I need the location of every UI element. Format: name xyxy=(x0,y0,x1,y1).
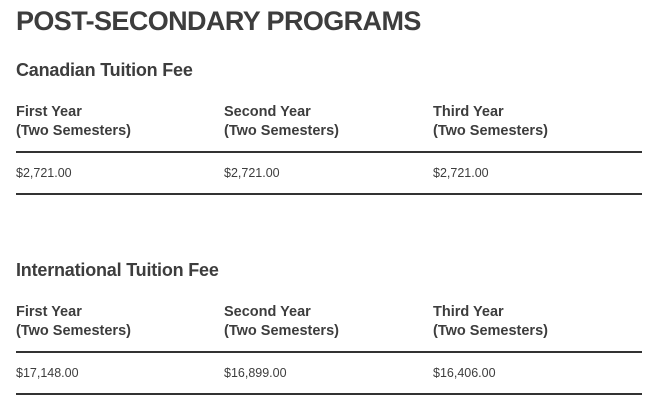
column-header-semesters: (Two Semesters) xyxy=(224,123,339,139)
column-header-second-year xyxy=(224,303,433,352)
table-row xyxy=(16,352,642,394)
international-fee-table xyxy=(16,303,642,395)
fee-value-second-year: $2,721.00 xyxy=(224,152,433,194)
column-header-third-year xyxy=(433,303,642,352)
section-title: International Tuition Fee xyxy=(16,260,219,280)
canadian-fee-table xyxy=(16,103,642,195)
column-header-semesters: (Two Semesters) xyxy=(16,323,131,339)
column-header-year: First Year xyxy=(16,104,82,120)
fee-value-third-year: $16,406.00 xyxy=(433,352,642,394)
column-header-semesters: (Two Semesters) xyxy=(433,323,548,339)
column-header-first-year xyxy=(16,103,224,152)
column-header-year: Second Year xyxy=(224,304,311,320)
column-header-semesters: (Two Semesters) xyxy=(433,123,548,139)
column-header-first-year xyxy=(16,303,224,352)
column-header-second-year xyxy=(224,103,433,152)
fee-value-third-year: $2,721.00 xyxy=(433,152,642,194)
column-header-year: Third Year xyxy=(433,104,504,120)
section-title: Canadian Tuition Fee xyxy=(16,60,193,80)
canadian-tuition-section xyxy=(16,58,642,180)
fee-value-second-year: $16,899.00 xyxy=(224,352,433,394)
column-header-semesters: (Two Semesters) xyxy=(16,123,131,139)
table-header-row xyxy=(16,103,642,152)
column-header-third-year xyxy=(433,103,642,152)
column-header-year: First Year xyxy=(16,304,82,320)
table-row xyxy=(16,152,642,194)
fee-value-first-year: $17,148.00 xyxy=(16,352,224,394)
column-header-semesters: (Two Semesters) xyxy=(224,323,339,339)
column-header-year: Third Year xyxy=(433,304,504,320)
column-header-year: Second Year xyxy=(224,104,311,120)
international-tuition-section xyxy=(16,258,642,380)
page-title: POST-SECONDARY PROGRAMS xyxy=(16,6,421,36)
table-header-row xyxy=(16,303,642,352)
fee-value-first-year: $2,721.00 xyxy=(16,152,224,194)
